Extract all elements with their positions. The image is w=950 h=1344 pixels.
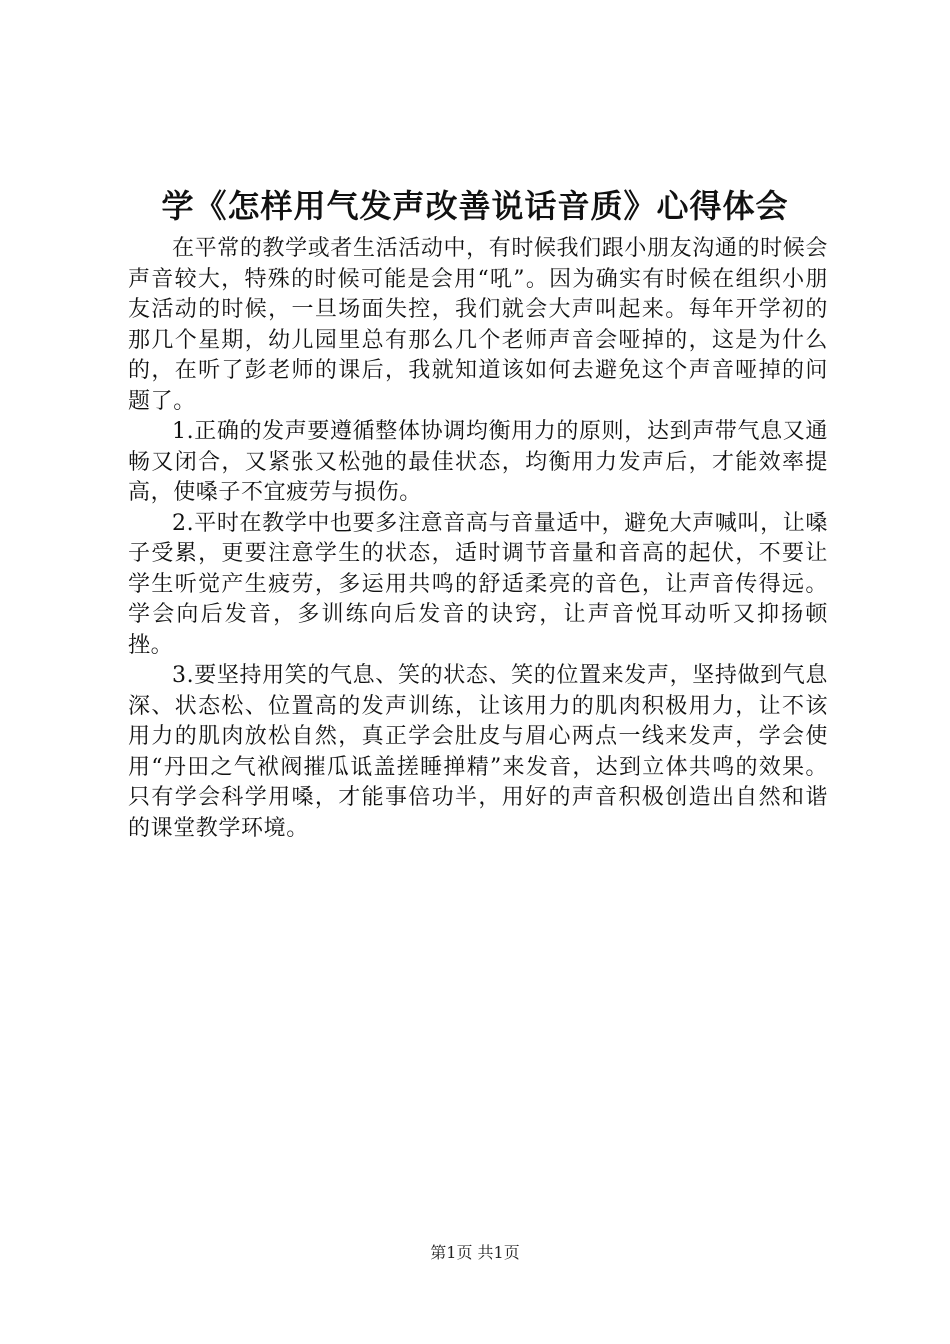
paragraph-point-1: 1.正确的发声要遵循整体协调均衡用力的原则，达到声带气息又通畅又闭合，又紧张又松弛的最佳状态，均衡用力发声后，才能效率提高，使嗓子不宜疲劳与损伤。 <box>128 419 828 505</box>
document-body <box>128 234 828 844</box>
paragraph-point-2: 2.平时在教学中也要多注意音高与音量适中，避免大声喊叫，让嗓子受累，更要注意学生的状态，适时调节音量和音高的起伏，不要让学生听觉产生疲劳，多运用共鸣的舒适柔亮的音色，让声音传得远。学会向后发音，多训练向后发音的诀窍，让声音悦耳动听又抑扬顿挫。 <box>128 510 828 658</box>
paragraph-intro: 在平常的教学或者生活活动中，有时候我们跟小朋友沟通的时候会声音较大，特殊的时候可能是会用“吼”。因为确实有时候在组织小朋友活动的时候，一旦场面失控，我们就会大声叫起来。每年开学初的那几个星期，幼儿园里总有那么几个老师声音会哑掉的，这是为什么的，在听了彭老师的课后，我就知道该如何去避免这个声音哑掉的问题了。 <box>128 236 828 414</box>
page-footer: 第1页 共1页 <box>430 1243 520 1262</box>
paragraph-point-3: 3.要坚持用笑的气息、笑的状态、笑的位置来发声，坚持做到气息深、状态松、位置高的发声训练，让该用力的肌肉积极用力，让不该用力的肌肉放松自然，真正学会肚皮与眉心两点一线来发声，学会使用“丹田之气袱阀摧瓜诋盖搓睡掸精”来发音，达到立体共鸣的效果。只有学会科学用嗓，才能事倍功半，用好的声音积极创造出自然和谐的课堂教学环境。 <box>128 663 828 841</box>
document-title: 学《怎样用气发声改善说话音质》心得体会 <box>161 187 789 225</box>
